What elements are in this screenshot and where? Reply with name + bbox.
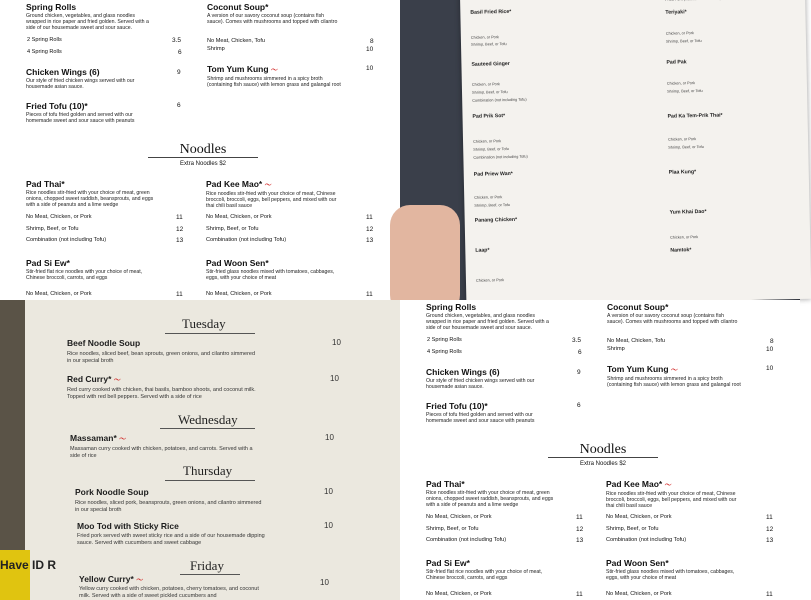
menu-item-name: Basil Fried Rice*: [470, 8, 512, 16]
photo-handheld-menu: [400, 0, 800, 300]
item-name: Pad Kee Mao*: [206, 179, 263, 189]
item-desc: Red curry cooked with chicken, thai basils, bamboo shoots, and coconut milk. Topped with red bell peppers. Served with a side of rice: [67, 387, 256, 400]
menu-line: Shrimp, Beef, or Tofu: [470, 42, 507, 47]
menu-item-name: Pad Priew Wan*: [473, 170, 513, 178]
menu-line: Chicken, or Pork: [665, 31, 694, 36]
price: 11: [576, 514, 583, 521]
day-divider: [160, 428, 255, 429]
menu-item-spring-rolls: [26, 2, 226, 31]
chili-icon: 〜: [136, 577, 144, 584]
option-label: No Meat, Chicken, or Pork: [426, 514, 492, 520]
menu-item-name: Yum Khai Dao*: [669, 208, 707, 216]
day-heading-thursday: Thursday: [183, 463, 233, 478]
menu-item-name: Teriyaki*: [665, 9, 687, 16]
menu-line: Chicken, or Pork: [670, 235, 699, 240]
hand: [390, 205, 460, 315]
item-desc: Stir-fried flat rice noodles with your choice of meat, Chinese broccoli, carrots, and eggs: [426, 569, 543, 581]
item-name: Tom Yum Kung: [207, 64, 269, 74]
day-divider: [165, 333, 255, 334]
price: 12: [576, 526, 584, 533]
price: 3.5: [172, 37, 182, 44]
price: 10: [324, 521, 333, 530]
item-desc: Shrimp and mushrooms simmered in a spicy broth (containing fish sauce) with lemon grass and galangal root: [207, 76, 341, 88]
menu-item-name: Namtok*: [670, 247, 692, 254]
option-label: Combination (not including Tofu): [206, 237, 287, 243]
menu-line: Shrimp, Beef, or Tofu: [474, 202, 511, 208]
section-subtitle: Extra Noodles $2: [579, 461, 627, 467]
option-label: Shrimp, Beef, or Tofu: [26, 226, 79, 232]
menu-line: Chicken, or Pork: [470, 35, 499, 40]
option-label: Combination (not including Tofu): [426, 537, 507, 543]
menu-item-chicken-wings: [426, 367, 626, 390]
price: 11: [176, 214, 183, 221]
menu-crop-top-left: [0, 0, 400, 300]
option-label: Shrimp, Beef, or Tofu: [206, 226, 259, 232]
item-name: Red Curry*: [67, 374, 112, 384]
chili-icon: 〜: [270, 67, 278, 74]
price: 3.5: [572, 337, 582, 344]
item-name: Pad Woon Sen*: [606, 558, 669, 568]
option-label: No Meat, Chicken, or Pork: [206, 291, 272, 297]
item-name: Moo Tod with Sticky Rice: [77, 521, 179, 531]
price: 9: [177, 69, 181, 76]
option-label: No Meat, Chicken, or Pork: [26, 291, 92, 297]
price: 10: [332, 338, 341, 347]
item-name: Pad Si Ew*: [426, 558, 470, 568]
option-label: Shrimp: [207, 46, 225, 52]
price: 11: [366, 291, 373, 298]
option-label: No Meat, Chicken, or Pork: [606, 514, 672, 520]
menu-item-pad-kee-mao: [206, 179, 406, 209]
item-desc: Rice noodles stir-fried with your choice of meat, Chinese broccoli, broccoli, eggs, bell peppers, and mixed with our thai chili basil sauce: [606, 491, 737, 509]
item-name: Spring Rolls: [26, 2, 77, 12]
menu-line: Chicken, or Pork: [666, 81, 695, 86]
menu-line: Combination (not including Tofu): [472, 97, 527, 103]
item-name: Pork Noodle Soup: [75, 487, 149, 497]
day-divider: [165, 480, 255, 481]
menu-item-name: Pad Ka Tem-Prik Thai*: [667, 112, 723, 120]
menu-line: Chicken, or Pork: [471, 82, 500, 87]
item-desc: Rice noodles stir-fried with your choice of meat, green onions, chopped sweet raddish, beansprouts, and eggs with a side of peanuts and a lime wedge: [26, 190, 154, 208]
price: 10: [330, 374, 339, 383]
day-heading-wednesday: Wednesday: [178, 412, 238, 427]
menu-item-name: Pad Pak: [666, 59, 687, 66]
option-label: No Meat, Chicken, or Pork: [606, 591, 672, 597]
item-name: Pad Thai*: [426, 479, 465, 489]
item-desc: Pieces of tofu fried golden and served with our homemade sweet and sour sauce with peanuts: [426, 412, 535, 424]
price: 10: [366, 65, 374, 72]
price: 12: [176, 226, 184, 233]
menu-item-name: Plaa Kung*: [668, 169, 697, 176]
option-label: Combination (not including Tofu): [26, 237, 107, 243]
item-desc: Our style of fried chicken wings served with our housemade asian sauce.: [426, 378, 535, 390]
price: 10: [766, 346, 774, 353]
menu-item-pad-woon-sen: [206, 258, 406, 281]
price: 13: [176, 237, 184, 244]
price: 8: [770, 338, 774, 345]
item-desc: Rice noodles stir-fried with your choice of meat, Chinese broccoli, broccoli, eggs, bell peppers, and mixed with our thai chili basil sauce: [206, 191, 337, 209]
price: 13: [766, 537, 774, 544]
section-title-noodles: Noodles: [179, 142, 227, 157]
menu-item-name: Sauteed Ginger: [471, 60, 510, 68]
item-desc: Rice noodles stir-fried with your choice of meat, green onions, chopped sweet raddish, beansprouts, and eggs with a side of peanuts and a lime wedge: [426, 490, 554, 508]
item-desc: Ground chicken, vegetables, and glass noodles wrapped in rice paper and fried golden. Served with a side of our housemade sweet and sour sauce.: [26, 13, 149, 31]
item-name: Chicken Wings (6): [426, 367, 500, 377]
menu-line: Chicken, or Pork: [668, 137, 697, 142]
menu-line: Combination (not including Tofu): [473, 154, 528, 160]
day-heading-tuesday: Tuesday: [182, 316, 226, 331]
menu-item-pad-thai: [26, 179, 226, 208]
menu-item-name: Laap*: [475, 247, 490, 254]
option-label: Shrimp, Beef, or Tofu: [606, 526, 659, 532]
menu-item-tom-yum-kung: [207, 64, 407, 88]
item-desc: A version of our savory coconut soup (contains fish sauce). Comes with mushrooms and topped with cilantro: [207, 13, 338, 25]
item-desc: A version of our savory coconut soup (contains fish sauce). Comes with mushrooms and topped with cilantro: [607, 313, 738, 325]
price: 10: [766, 365, 774, 372]
item-name: Spring Rolls: [426, 302, 477, 312]
item-desc: Stir-fried glass noodles mixed with tomatoes, cabbages, eggs, with your choice of meat: [206, 269, 335, 281]
item-name: Fried Tofu (10)*: [26, 101, 88, 111]
menu-item-coconut-soup: [207, 2, 407, 25]
item-desc: Fried pork served with sweet sticky rice and a side of our housemade dipping sauce. Served with cucumbers and sweet cabbage: [77, 533, 265, 546]
menu-item-spring-rolls: [426, 302, 626, 331]
price: 6: [178, 49, 182, 56]
price: 12: [366, 226, 374, 233]
sign-text: Have ID R: [0, 558, 57, 572]
price: 8: [370, 38, 374, 45]
option-label: No Meat, Chicken, or Pork: [426, 591, 492, 597]
menu-line: Chicken, or Pork: [474, 195, 503, 200]
item-name: Coconut Soup*: [207, 2, 269, 12]
menu-item-fried-tofu: [426, 401, 626, 424]
item-desc: Pieces of tofu fried golden and served with our homemade sweet and sour sauce with peanuts: [26, 112, 135, 124]
item-desc: Our style of fried chicken wings served with our housemade asian sauce.: [26, 78, 135, 90]
option-label: 2 Spring Rolls: [27, 37, 62, 43]
chili-icon: 〜: [664, 482, 672, 489]
menu-item-name: Panang Chicken*: [474, 216, 518, 224]
option-label: No Meat, Chicken, Tofu: [607, 338, 666, 344]
price: 13: [366, 237, 374, 244]
menu-line: Chicken, or Pork: [473, 139, 502, 144]
photo-weekly-specials: [0, 300, 400, 600]
price: 11: [576, 591, 583, 598]
menu-item-pad-si-ew: [26, 258, 226, 281]
price: 11: [766, 591, 773, 598]
item-name: Pad Thai*: [26, 179, 65, 189]
price: 9: [577, 369, 581, 376]
menu-item-name: Pad Prik Sot*: [472, 113, 506, 120]
option-label: 2 Spring Rolls: [427, 337, 462, 343]
section-subtitle: Extra Noodles $2: [179, 161, 227, 167]
menu-crop-bottom-right: [400, 300, 800, 600]
item-desc: Shrimp and mushrooms simmered in a spicy broth (containing fish sauce) with lemon grass and galangal root: [607, 376, 741, 388]
price: 11: [176, 291, 183, 298]
price: 10: [320, 578, 329, 587]
menu-line: Shrimp, Beef, or Tofu: [665, 38, 702, 44]
price: 6: [577, 402, 581, 409]
menu-line: Shrimp, Beef, or Tofu: [471, 90, 508, 95]
item-name: Pad Kee Mao*: [606, 479, 663, 489]
section-divider: [548, 457, 658, 458]
item-name: Fried Tofu (10)*: [426, 401, 488, 411]
price: 10: [325, 433, 334, 442]
item-name: Beef Noodle Soup: [67, 338, 141, 348]
chili-icon: 〜: [113, 377, 121, 384]
price: 11: [766, 514, 773, 521]
price: 6: [578, 349, 582, 356]
option-label: No Meat, Chicken, or Pork: [206, 214, 272, 220]
menu-item-tom-yum-kung: [607, 364, 807, 388]
menu-item-pad-woon-sen: [606, 558, 806, 581]
item-desc: Stir-fried flat rice noodles with your choice of meat, Chinese broccoli, carrots, and eggs: [26, 269, 143, 281]
day-divider: [180, 574, 240, 575]
option-label: 4 Spring Rolls: [27, 49, 62, 55]
item-name: Massaman*: [70, 433, 117, 443]
item-desc: Ground chicken, vegetables, and glass noodles wrapped in rice paper and fried golden. Served with a side of our housemade sweet and sour sauce.: [426, 313, 549, 331]
price: 6: [177, 102, 181, 109]
menu-item-fried-tofu: [26, 101, 226, 124]
price: 11: [366, 214, 373, 221]
menu-item-pad-kee-mao: [606, 479, 806, 509]
menu-item-pad-si-ew: [426, 558, 626, 581]
menu-item-pad-thai: [426, 479, 626, 508]
menu-item-chicken-wings: [26, 67, 226, 90]
chili-icon: 〜: [670, 367, 678, 374]
chili-icon: 〜: [119, 436, 127, 443]
menu-line: Shrimp, Beef, or Tofu: [668, 144, 704, 150]
chili-icon: 〜: [264, 182, 272, 189]
item-desc: Rice noodles, sliced beef, bean sprouts, green onions, and cilantro simmered in our special broth: [67, 351, 256, 364]
option-label: Shrimp, Beef, or Tofu: [426, 526, 479, 532]
day-heading-friday: Friday: [190, 558, 224, 573]
menu-line: Shrimp, Beef, or Tofu: [473, 147, 509, 152]
option-label: No Meat, Chicken, Tofu: [207, 38, 266, 44]
menu-line: Chicken, or Pork: [475, 278, 505, 283]
option-label: 4 Spring Rolls: [427, 349, 462, 355]
item-desc: Yellow curry cooked with chicken, potatoes, cherry tomatoes, and coconut milk. Served with a side of sweet pickled cucumbers and: [79, 586, 259, 599]
item-name: Tom Yum Kung: [607, 364, 669, 374]
item-desc: Massaman curry cooked with chicken, potatoes, and carrots. Served with a side of rice: [70, 446, 253, 459]
item-name: Yellow Curry*: [79, 574, 134, 584]
item-name: Pad Woon Sen*: [206, 258, 269, 268]
section-divider: [148, 157, 258, 158]
price: 10: [324, 487, 333, 496]
price: 12: [766, 526, 774, 533]
menu-line: Shrimp, Beef, or Tofu: [667, 88, 703, 94]
option-label: No Meat, Chicken, or Pork: [26, 214, 92, 220]
item-name: Chicken Wings (6): [26, 67, 100, 77]
item-desc: Stir-fried glass noodles mixed with tomatoes, cabbages, eggs, with your choice of meat: [606, 569, 735, 581]
item-name: Pad Si Ew*: [26, 258, 70, 268]
item-desc: Rice noodles, sliced pork, beansprouts, green onions, and cilantro simmered in our special broth: [75, 500, 262, 513]
price: 10: [366, 46, 374, 53]
section-title-noodles: Noodles: [579, 442, 627, 457]
menu-line: [665, 0, 721, 2]
menu-paper: [460, 0, 811, 306]
menu-item-coconut-soup: [607, 302, 807, 325]
price: 13: [576, 537, 584, 544]
option-label: Shrimp: [607, 346, 625, 352]
option-label: Combination (not including Tofu): [606, 537, 687, 543]
item-name: Coconut Soup*: [607, 302, 669, 312]
